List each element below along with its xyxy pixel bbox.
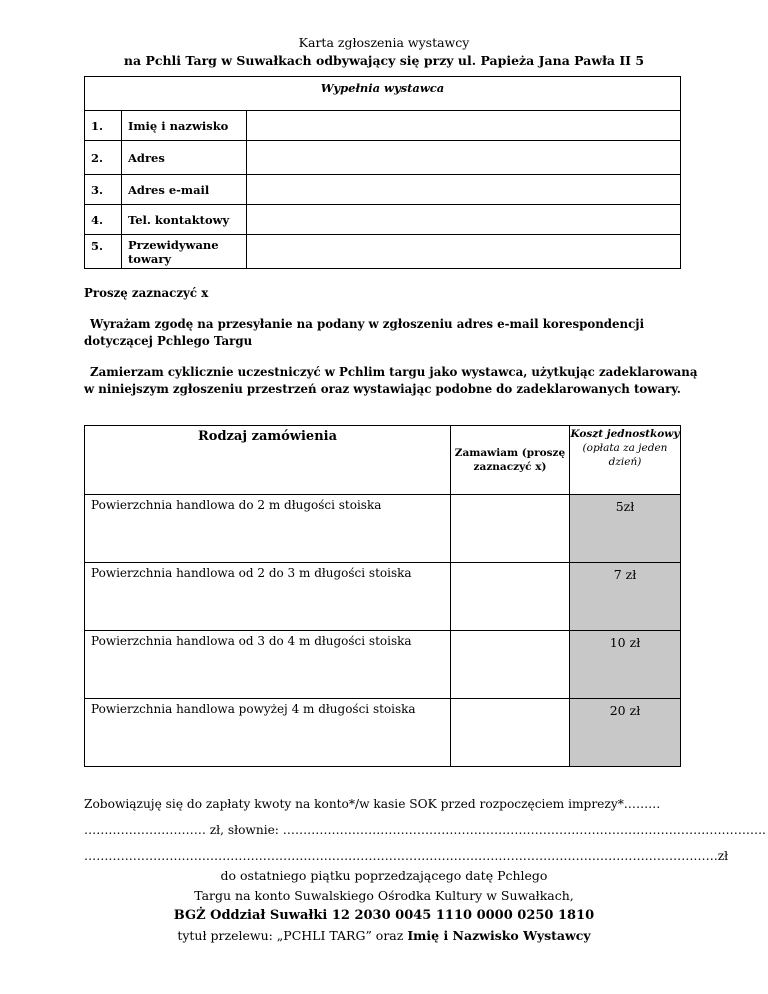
unit-price: 20 zł [570, 699, 681, 767]
transfer-title-name: Imię i Nazwisko Wystawcy [407, 928, 591, 943]
table-row [85, 175, 681, 205]
order-type-header: Rodzaj zamówienia [85, 426, 451, 495]
unit-cost-note: (opłata za jeden dzień) [582, 442, 668, 468]
row-label: Imię i nazwisko [122, 111, 247, 141]
payment-deadline-line-1: do ostatniego piątku poprzedzającego datę Pchlego [220, 868, 548, 883]
order-mark-header: Zamawiam (proszę zaznaczyć x) [451, 426, 570, 495]
order-description: Powierzchnia handlowa od 3 do 4 m długości stoiska [85, 631, 451, 699]
form-subtitle: na Pchli Targ w Suwałkach odbywający się przy ul. Papieża Jana Pawła II 5 [123, 53, 645, 68]
cyclic-participation-checkbox[interactable]: Zamierzam cyklicznie uczestniczyć w Pchlim targu jako wystawca, użytkując zadeklarowaną w niniejszym zgłoszeniu przestrzeń oraz wystawiając podobne do zadeklarowanych towary. [84, 365, 698, 396]
phone-field[interactable] [247, 205, 681, 235]
row-label: Adres [122, 141, 247, 175]
unit-cost-title: Koszt jednostkowy [570, 428, 680, 440]
table-row [85, 141, 681, 175]
transfer-title [0, 926, 768, 946]
table-row [85, 495, 681, 563]
order-description: Powierzchnia handlowa od 2 do 3 m długości stoiska [85, 563, 451, 631]
row-label: Adres e-mail [122, 175, 247, 205]
name-field[interactable] [247, 111, 681, 141]
amount-words-line[interactable]: …………………………………………………………………………………………………………………………………………zł [84, 849, 729, 863]
row-number: 5. [85, 235, 122, 269]
email-field[interactable] [247, 175, 681, 205]
address-field[interactable] [247, 141, 681, 175]
amount-line[interactable]: ………………………… zł, słownie: ……………………………………………………………………………………………………….. [84, 823, 766, 837]
row-number: 4. [85, 205, 122, 235]
unit-price: 7 zł [570, 563, 681, 631]
row-number: 2. [85, 141, 122, 175]
table-row [85, 235, 681, 269]
order-table [84, 425, 681, 767]
table-row [85, 631, 681, 699]
row-label: Tel. kontaktowy [122, 205, 247, 235]
table-row [85, 111, 681, 141]
form-title: Karta zgłoszenia wystawcy [298, 35, 470, 50]
goods-field[interactable] [247, 235, 681, 269]
payment-commitment: Zobowiązuję się do zapłaty kwoty na konto*/w kasie SOK przed rozpoczęciem imprezy*……… [84, 797, 661, 811]
applicant-section-heading: Wypełnia wystawca [85, 77, 681, 111]
order-mark-cell[interactable] [451, 495, 570, 563]
applicant-table [84, 76, 681, 269]
unit-price: 5zł [570, 495, 681, 563]
table-row [85, 205, 681, 235]
email-consent-checkbox[interactable]: Wyrażam zgodę na przesyłanie na podany w zgłoszeniu adres e-mail korespondencji dotyczącej Pchlego Targu [84, 317, 645, 348]
transfer-title-prefix: tytuł przelewu: „PCHLI TARG” oraz [177, 928, 408, 943]
bank-account: BGŻ Oddział Suwałki 12 2030 0045 1110 0000 0250 1810 [173, 908, 595, 923]
table-row [85, 699, 681, 767]
table-row [85, 563, 681, 631]
unit-price: 10 zł [570, 631, 681, 699]
order-description: Powierzchnia handlowa do 2 m długości stoiska [85, 495, 451, 563]
row-label: Przewidywane towary [122, 235, 247, 269]
order-description: Powierzchnia handlowa powyżej 4 m długości stoiska [85, 699, 451, 767]
mark-x-instruction: Proszę zaznaczyć x [84, 286, 209, 300]
row-number: 1. [85, 111, 122, 141]
payment-deadline-line-2: Targu na konto Suwalskiego Ośrodka Kultury w Suwałkach, [194, 888, 574, 903]
row-number: 3. [85, 175, 122, 205]
unit-cost-header [570, 426, 681, 495]
order-mark-cell[interactable] [451, 563, 570, 631]
order-mark-cell[interactable] [451, 631, 570, 699]
order-mark-cell[interactable] [451, 699, 570, 767]
